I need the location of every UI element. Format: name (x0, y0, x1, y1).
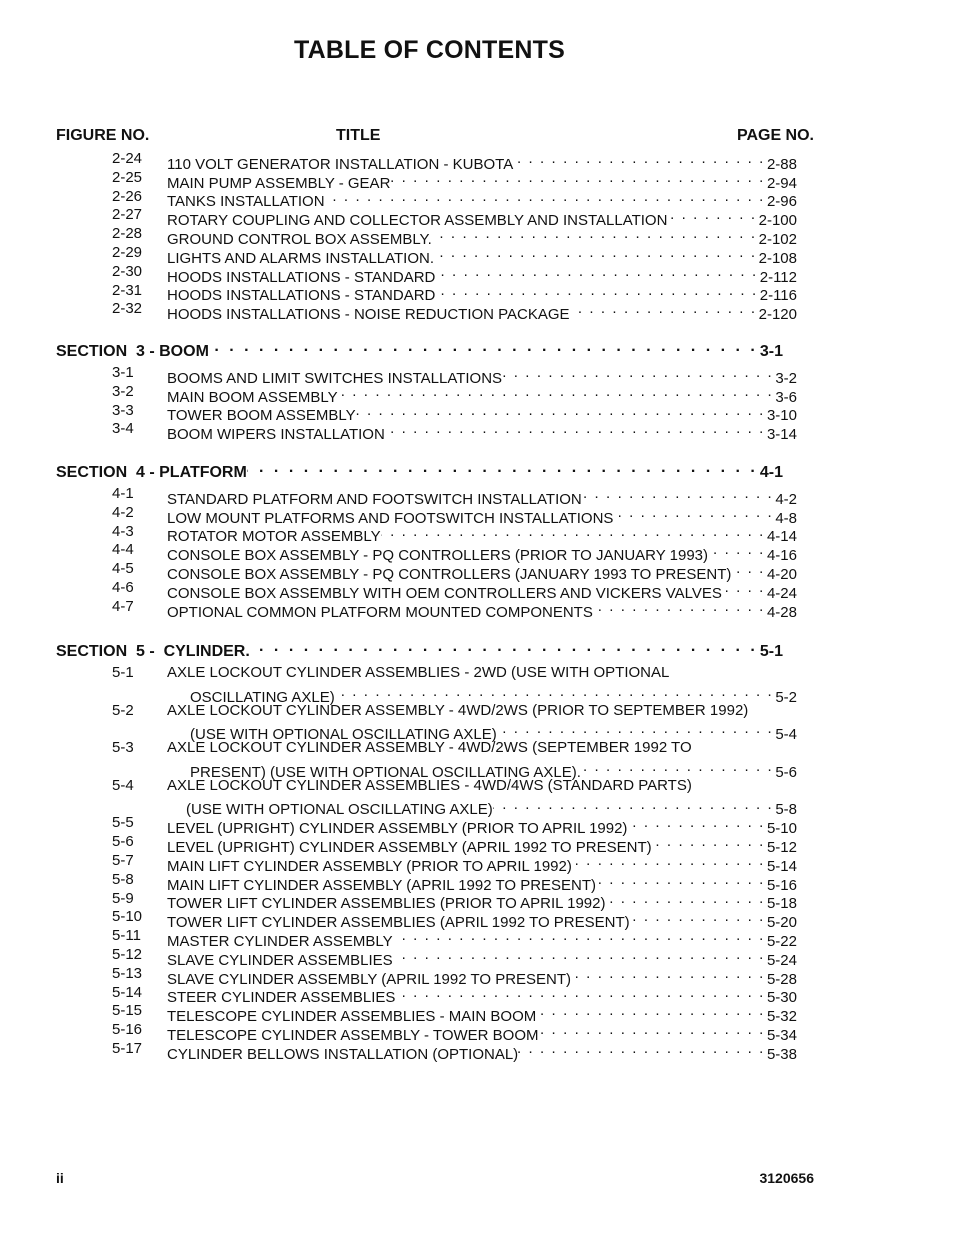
dot-leader (581, 758, 775, 777)
figure-number: 5-11 (112, 927, 141, 945)
entry-page-number: 2-116 (759, 287, 797, 305)
entry-title: OPTIONAL COMMON PLATFORM MOUNTED COMPONENTS (167, 603, 593, 621)
toc-entry[interactable] (0, 225, 954, 248)
toc-entry[interactable] (0, 776, 954, 819)
entry-title: HOODS INSTALLATIONS - STANDARD (167, 287, 436, 305)
entry-title: CONSOLE BOX ASSEMBLY - PQ CONTROLLERS (PRIOR TO JANUARY 1993) (167, 547, 709, 565)
figure-number: 4-3 (112, 522, 134, 540)
entry-title: AXLE LOCKOUT CYLINDER ASSEMBLIES - 4WD/4WS (STANDARD PARTS) (167, 776, 692, 794)
dot-leader (209, 338, 760, 356)
toc-entry[interactable] (0, 300, 954, 324)
figure-number: 5-14 (112, 983, 143, 1001)
toc-entry[interactable] (0, 206, 954, 230)
entry-title: BOOM WIPERS INSTALLATION (167, 426, 385, 444)
entry-title: GROUND CONTROL BOX ASSEMBLY. (167, 230, 432, 248)
figure-number: 5-13 (112, 964, 143, 982)
toc-entry[interactable] (0, 870, 954, 894)
dot-leader (497, 720, 776, 739)
entry-page-number: 5-16 (766, 876, 797, 894)
figure-number: 5-15 (112, 1002, 143, 1020)
entry-title: HOODS INSTALLATIONS - STANDARD (167, 268, 436, 286)
toc-entry[interactable] (0, 983, 954, 1007)
section-label: SECTION 5 - CYLINDER. (56, 643, 250, 660)
entry-page-number: 4-20 (766, 565, 797, 583)
entry-page-number: 5-8 (775, 801, 797, 819)
figure-number: 5-7 (112, 852, 134, 869)
toc-entry[interactable] (0, 401, 954, 425)
section-page-number: 3-1 (759, 343, 783, 360)
dot-leader (385, 420, 767, 439)
dot-leader (247, 459, 760, 477)
toc-entry[interactable] (0, 946, 954, 969)
dot-leader (335, 683, 776, 702)
entry-page-number: 2-94 (766, 174, 797, 192)
entry-page-number: 3-2 (775, 369, 797, 387)
toc-entry[interactable] (0, 503, 954, 527)
entry-page-number: 5-6 (775, 763, 797, 781)
toc-entry[interactable] (0, 1002, 954, 1026)
entry-page-number: 5-32 (766, 1008, 797, 1026)
toc-entry[interactable] (0, 560, 954, 583)
toc-entry[interactable] (0, 364, 954, 387)
dot-leader (250, 638, 760, 656)
dot-leader (536, 1002, 767, 1021)
toc-entry[interactable] (0, 908, 954, 932)
figure-number: 5-3 (112, 739, 134, 757)
entry-title: MAIN PUMP ASSEMBLY - GEAR (167, 174, 391, 192)
section-page-number: 4-1 (759, 464, 783, 481)
entry-title: 110 VOLT GENERATOR INSTALLATION - KUBOTA (167, 155, 514, 173)
dot-leader (613, 504, 775, 523)
dot-leader (493, 796, 776, 815)
dot-leader (434, 244, 759, 263)
entry-page-number: 5-10 (766, 820, 797, 838)
entry-page-number: 5-18 (766, 895, 797, 913)
entry-page-number: 5-38 (766, 1045, 797, 1063)
dot-leader (538, 1021, 766, 1040)
entry-title: TOWER LIFT CYLINDER ASSEMBLIES (APRIL 1992 TO PRESENT) (167, 914, 630, 932)
entry-title: AXLE LOCKOUT CYLINDER ASSEMBLY - 4WD/2WS (PRIOR TO SEPTEMBER 1992) (167, 701, 749, 719)
entry-page-number: 2-108 (758, 249, 797, 267)
entry-title: SLAVE CYLINDER ASSEMBLY (APRIL 1992 TO PRESENT) (167, 970, 572, 988)
entry-page-number: 2-88 (766, 155, 797, 173)
entry-page-number: 5-34 (766, 1026, 797, 1044)
figure-number: 5-10 (112, 908, 143, 926)
dot-leader (513, 150, 767, 169)
dot-leader (630, 908, 767, 927)
dot-leader (708, 541, 767, 560)
figure-number: 5-9 (112, 889, 134, 907)
entry-page-number: 4-8 (775, 509, 797, 527)
dot-leader (381, 523, 767, 542)
dot-leader (582, 485, 776, 504)
page-footer (56, 1170, 814, 1188)
figure-number: 3-3 (112, 401, 134, 419)
toc-entry[interactable] (0, 244, 954, 267)
entry-title: ROTARY COUPLING AND COLLECTOR ASSEMBLY AND INSTALLATION (167, 212, 668, 230)
dot-leader (395, 984, 767, 1003)
entry-page-number: 5-14 (766, 857, 797, 875)
footer-doc-number: 3120656 (759, 1170, 814, 1186)
entry-title: CONSOLE BOX ASSEMBLY - PQ CONTROLLERS (JANUARY 1993 TO PRESENT) (167, 565, 732, 583)
toc-entry[interactable] (0, 664, 954, 706)
entry-title: MAIN LIFT CYLINDER ASSEMBLY (PRIOR TO APRIL 1992) (167, 857, 572, 875)
entry-page-number: 2-112 (759, 268, 797, 286)
toc-entry[interactable] (0, 889, 954, 913)
figure-number: 5-6 (112, 833, 134, 851)
entry-title: SLAVE CYLINDER ASSEMBLIES (167, 951, 393, 969)
entry-title: TANKS INSTALLATION (167, 193, 325, 211)
entry-page-number: 5-30 (766, 989, 797, 1007)
entry-page-number: 5-12 (766, 838, 797, 856)
dot-leader (502, 364, 775, 383)
figure-number: 5-8 (112, 870, 134, 888)
toc-entry[interactable] (0, 262, 954, 286)
dot-leader (356, 402, 767, 421)
entry-page-number: 5-28 (766, 970, 797, 988)
entry-title: HOODS INSTALLATIONS - NOISE REDUCTION PACKAGE (167, 306, 570, 324)
dot-leader (393, 927, 767, 946)
entry-title: BOOMS AND LIMIT SWITCHES INSTALLATIONS (167, 369, 503, 387)
figure-number: 4-1 (112, 485, 134, 502)
footer-page-label: ii (56, 1170, 64, 1186)
dot-leader (731, 560, 767, 579)
entry-title: AXLE LOCKOUT CYLINDER ASSEMBLY - 4WD/2WS (SEPTEMBER 1992 TO (167, 739, 692, 757)
entry-page-number: 4-16 (766, 547, 797, 565)
entry-title: TELESCOPE CYLINDER ASSEMBLIES - MAIN BOOM (167, 1008, 537, 1026)
toc-entry[interactable] (0, 168, 954, 192)
section-heading[interactable] (56, 638, 783, 660)
figure-number: 2-30 (112, 262, 143, 280)
figure-number: 2-28 (112, 225, 143, 243)
toc-entry[interactable] (0, 597, 954, 621)
figure-number: 2-25 (112, 168, 143, 186)
entry-title: ROTATOR MOTOR ASSEMBLY (167, 528, 381, 546)
dot-leader (652, 833, 767, 852)
toc-entry[interactable] (0, 420, 954, 444)
entry-title: (USE WITH OPTIONAL OSCILLATING AXLE) (190, 726, 497, 744)
entry-title: STANDARD PLATFORM AND FOOTSWITCH INSTALLATION (167, 490, 582, 508)
toc-entry[interactable] (0, 579, 954, 602)
entry-title: CYLINDER BELLOWS INSTALLATION (OPTIONAL) (167, 1045, 519, 1063)
entry-page-number: 2-100 (758, 212, 797, 230)
entry-page-number: 4-2 (775, 490, 797, 508)
dot-leader (596, 871, 767, 890)
figure-number: 5-4 (112, 776, 134, 794)
section-label: SECTION 4 - PLATFORM (56, 464, 247, 481)
entry-page-number: 2-102 (758, 230, 797, 248)
figure-number: 5-17 (112, 1040, 143, 1057)
entry-title: LOW MOUNT PLATFORMS AND FOOTSWITCH INSTALLATIONS (167, 509, 614, 527)
entry-page-number: 4-14 (766, 528, 797, 546)
figure-number: 5-2 (112, 701, 134, 719)
entry-page-number: 5-20 (766, 914, 797, 932)
figure-number: 3-4 (112, 420, 134, 438)
toc-entry[interactable] (0, 150, 954, 173)
entry-title: AXLE LOCKOUT CYLINDER ASSEMBLIES - 2WD (USE WITH OPTIONAL (167, 664, 670, 681)
figure-number: 2-26 (112, 187, 143, 205)
entry-page-number: 5-24 (766, 951, 797, 969)
figure-number: 4-4 (112, 541, 134, 559)
toc-entry[interactable] (0, 701, 954, 744)
toc-entry[interactable] (0, 927, 954, 950)
entry-title: TELESCOPE CYLINDER ASSEMBLY - TOWER BOOM (167, 1026, 539, 1044)
dot-leader (593, 598, 767, 617)
dot-leader (627, 814, 767, 833)
toc-entry[interactable] (0, 541, 954, 565)
dot-leader (435, 263, 759, 282)
dot-leader (338, 383, 776, 402)
entry-title: TOWER LIFT CYLINDER ASSEMBLIES (PRIOR TO APRIL 1992) (167, 895, 606, 913)
entry-page-number: 3-6 (775, 388, 797, 406)
entry-page-number: 5-2 (775, 688, 797, 706)
figure-no-header: FIGURE NO. (56, 127, 150, 144)
entry-title: LEVEL (UPRIGHT) CYLINDER ASSEMBLY (APRIL 1992 TO PRESENT) (167, 838, 652, 856)
toc-entry[interactable] (0, 281, 954, 305)
dot-leader (605, 890, 766, 909)
figure-number: 3-1 (112, 364, 134, 381)
dot-leader (325, 188, 767, 207)
toc-entry[interactable] (0, 814, 954, 838)
entry-title: STEER CYLINDER ASSEMBLIES (167, 989, 396, 1007)
entry-page-number: 3-14 (766, 426, 797, 444)
entry-page-number: 3-10 (766, 407, 797, 425)
page-no-header: PAGE NO. (736, 127, 814, 144)
figure-number: 5-1 (112, 664, 134, 681)
dot-leader (518, 1040, 767, 1059)
entry-page-number: 4-28 (766, 603, 797, 621)
dot-leader (390, 169, 767, 188)
section-page-number: 5-1 (759, 643, 783, 660)
page-title: TABLE OF CONTENTS (294, 36, 565, 64)
figure-number: 4-2 (112, 503, 134, 521)
entry-page-number: 5-22 (766, 932, 797, 950)
dot-leader (572, 852, 767, 871)
toc-entry[interactable] (0, 382, 954, 406)
column-headers (56, 127, 814, 147)
figure-number: 5-12 (112, 946, 143, 963)
dot-leader (432, 225, 759, 244)
toc-entry[interactable] (0, 833, 954, 856)
entry-page-number: 2-120 (758, 306, 797, 324)
toc-entry[interactable] (0, 1021, 954, 1044)
toc-entry[interactable] (0, 852, 954, 875)
toc-entry[interactable] (0, 739, 954, 781)
entry-page-number: 2-96 (766, 193, 797, 211)
toc-entry[interactable] (0, 1040, 954, 1063)
figure-number: 2-27 (112, 206, 143, 224)
figure-number: 4-7 (112, 597, 134, 615)
dot-leader (571, 965, 767, 984)
title-header: TITLE (336, 127, 381, 144)
figure-number: 3-2 (112, 382, 134, 400)
figure-number: 4-5 (112, 560, 134, 578)
figure-number: 2-24 (112, 150, 143, 167)
entry-page-number: 4-24 (766, 584, 797, 602)
entry-title: (USE WITH OPTIONAL OSCILLATING AXLE) (186, 801, 493, 819)
section-heading[interactable] (56, 459, 783, 481)
entry-page-number: 5-4 (775, 726, 797, 744)
entry-title: OSCILLATING AXLE) (190, 688, 335, 706)
dot-leader (570, 300, 759, 319)
toc-entry[interactable] (0, 522, 954, 546)
entry-title: PRESENT) (USE WITH OPTIONAL OSCILLATING AXLE). (190, 763, 581, 781)
dot-leader (667, 206, 758, 225)
section-heading[interactable] (56, 338, 783, 360)
entry-title: TOWER BOOM ASSEMBLY (167, 407, 356, 425)
section-label: SECTION 3 - BOOM (56, 343, 209, 360)
figure-number: 5-5 (112, 814, 134, 832)
entry-title: MAIN LIFT CYLINDER ASSEMBLY (APRIL 1992 TO PRESENT) (167, 876, 597, 894)
figure-number: 5-16 (112, 1021, 143, 1039)
entry-title: LEVEL (UPRIGHT) CYLINDER ASSEMBLY (PRIOR TO APRIL 1992) (167, 820, 628, 838)
toc-entry[interactable] (0, 485, 954, 508)
toc-entry[interactable] (0, 964, 954, 988)
dot-leader (435, 282, 759, 301)
entry-title: MAIN BOOM ASSEMBLY (167, 388, 338, 406)
entry-title: MASTER CYLINDER ASSEMBLY (167, 932, 393, 950)
figure-number: 2-32 (112, 300, 143, 318)
figure-number: 4-6 (112, 579, 134, 596)
entry-title: LIGHTS AND ALARMS INSTALLATION. (167, 249, 435, 267)
dot-leader (393, 946, 767, 965)
figure-number: 2-31 (112, 281, 143, 299)
toc-entry[interactable] (0, 187, 954, 211)
figure-number: 2-29 (112, 244, 143, 261)
entry-title: CONSOLE BOX ASSEMBLY WITH OEM CONTROLLERS AND VICKERS VALVES (167, 584, 722, 602)
dot-leader (722, 579, 767, 598)
